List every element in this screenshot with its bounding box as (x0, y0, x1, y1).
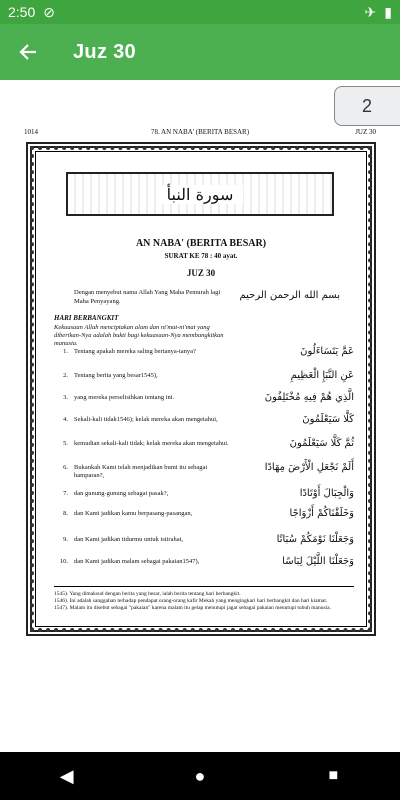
verse-number: 5. (63, 440, 68, 447)
surah-title: AN NABA' (BERITA BESAR) (135, 238, 267, 249)
verse-translation: kemudian sekali-kali tidak; kelak mereka akan mengetahui. (74, 440, 229, 447)
header-juz: JUZ 30 (355, 128, 376, 136)
verse-translation: dan Kami jadikan tidurmu untuk istirahat, (74, 536, 184, 543)
verse-row (54, 464, 354, 484)
verse-translation: dan Kami jadikan malam sebagai pakaian1547), (74, 558, 200, 565)
page-body (46, 162, 356, 616)
app-bar (0, 24, 400, 80)
basmala-translation: Dengan menyebut nama Allah Yang Maha Pemurah lagi Maha Penyayang. (74, 289, 221, 305)
verse-number: 2. (63, 372, 68, 379)
arrow-back-icon[interactable] (16, 40, 40, 64)
verse-number: 1. (63, 348, 68, 355)
banner-arabic: سورة النبأ (157, 185, 244, 204)
verse-number: 6. (63, 464, 68, 471)
airplane-icon: ✈ (364, 3, 377, 20)
verse-translation: dan gunung-gunung sebagai pasak?, (74, 490, 169, 497)
juz-label: JUZ 30 (186, 268, 216, 278)
verse-arabic: أَلَمْ نَجْعَلِ الْأَرْضَ مِهَادًا (264, 462, 354, 473)
verse-arabic: وَجَعَلْنَا نَوْمَكُمْ سُبَاتًا (276, 534, 354, 545)
verse-translation: Tentang apakah mereka saling bertanya-tanya? (74, 348, 196, 355)
status-time: 2:50 (8, 4, 36, 20)
surah-banner (66, 172, 334, 216)
verse-row (54, 440, 354, 460)
running-header (24, 128, 376, 140)
section-title: HARI BERBANGKIT (54, 314, 119, 322)
page-title: Juz 30 (73, 40, 136, 63)
verse-arabic: وَجَعَلْنَا اللَّيْلَ لِبَاسًا (282, 556, 354, 567)
verse-number: 9. (63, 536, 68, 543)
verse-number: 4. (63, 416, 68, 423)
verse-translation: Sekali-kali tidak1546); kelak mereka akan mengetahui, (74, 416, 218, 423)
verse-arabic: كَلَّا سَيَعْلَمُونَ (302, 414, 354, 425)
scanned-page (24, 128, 376, 638)
sync-icon: ⊘ (43, 3, 55, 20)
ornamental-frame (26, 142, 376, 636)
verse-row (54, 394, 354, 414)
verse-arabic: عَنِ النَّبَإِ الْعَظِيمِ (290, 370, 354, 381)
verse-number: 7. (63, 490, 68, 497)
surah-subtitle: SURAT KE 78 : 40 ayat. (164, 252, 238, 260)
nav-home-icon[interactable]: ● (194, 765, 206, 786)
verse-arabic: وَالْجِبَالَ أَوْتَادًا (299, 488, 354, 499)
footnote: 1547). Malam itu disebut sebagai "pakaian" karena malam itu gelap menutupi jagat sebagai pakaian menutupi tubuh manusia. (54, 605, 331, 611)
verse-row (54, 490, 354, 510)
basmala-arabic: بسم الله الرحمن الرحيم (239, 290, 340, 301)
verse-row (54, 372, 354, 392)
verse-row (54, 348, 354, 368)
verse-translation: yang mereka perselisihkan tentang ini. (74, 394, 175, 401)
verse-arabic: ثُمَّ كَلَّا سَيَعْلَمُونَ (289, 438, 354, 449)
footnote: 1545). Yang dimaksud dengan berita yang besar, ialah berita tentang hari berbangkit. (54, 591, 241, 597)
verse-row (54, 510, 354, 530)
verse-translation: Bukankah Kami telah menjadikan bumi itu sebagai hamparan?, (74, 464, 208, 479)
verse-translation: dan Kami jadikan kamu berpasang-pasangan, (74, 510, 193, 517)
verse-row (54, 416, 354, 436)
page-number: 1014 (24, 128, 38, 136)
footnote: 1546). Ini adalah sanggahan terhadap pendapat orang-orang kafir Mekah yang mengingkari hari berbangkit dan hari kiamat. (54, 598, 328, 604)
verse-translation: Tentang berita yang besar1545), (74, 372, 158, 379)
system-nav-bar (0, 752, 400, 800)
battery-icon: ▮ (384, 3, 392, 20)
footnotes (54, 586, 354, 612)
header-surah: 78. AN NABA' (BERITA BESAR) (150, 128, 250, 136)
verse-arabic: عَمَّ يَتَسَاءَلُونَ (300, 346, 354, 357)
page-number-badge[interactable]: 2 (334, 86, 400, 126)
status-bar (0, 0, 400, 24)
verse-arabic: الَّذِي هُمْ فِيهِ مُخْتَلِفُونَ (264, 392, 354, 403)
verse-number: 8. (63, 510, 68, 517)
verse-number: 3. (63, 394, 68, 401)
verse-arabic: وَخَلَقْنَاكُمْ أَزْوَاجًا (289, 508, 354, 519)
nav-back-icon[interactable]: ◀ (59, 765, 74, 786)
verse-number: 10. (59, 558, 68, 565)
section-description: Kekuasaan Allah menciptakan alam dan ni'mat-ni'mat yang diberikan-Nya adalah bukti bagi kekuasaan-Nya membangkitkan manusia. (54, 324, 224, 347)
verse-row (54, 536, 354, 556)
verse-row (54, 558, 354, 578)
nav-recents-icon[interactable]: ■ (328, 767, 339, 784)
